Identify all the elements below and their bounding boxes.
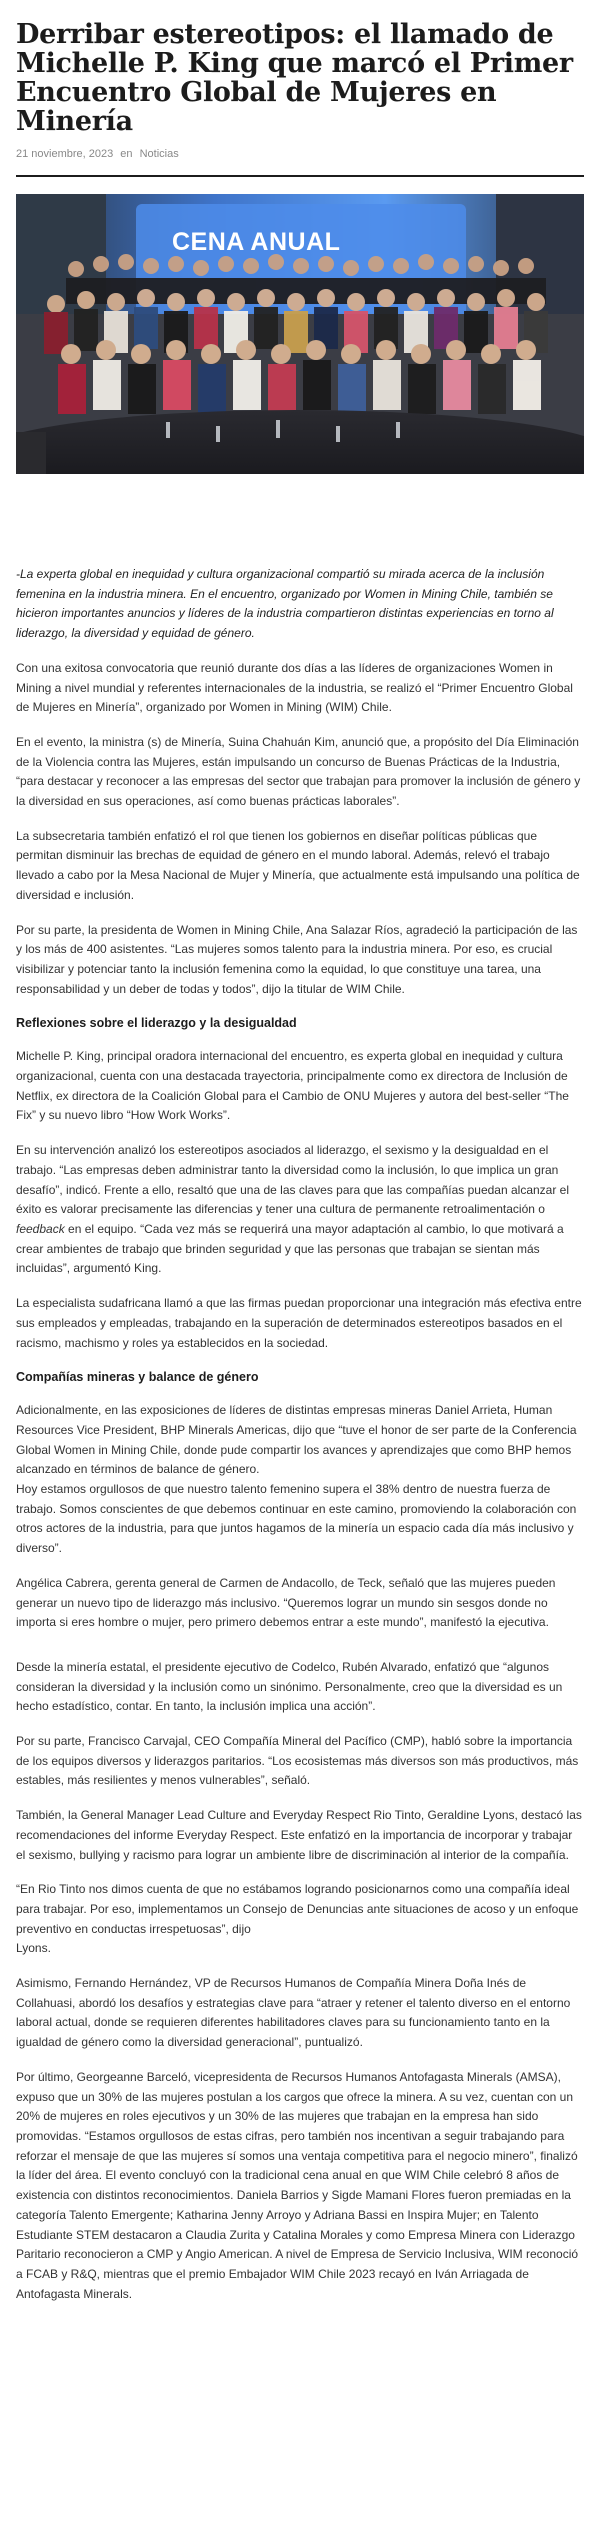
paragraph-5: Michelle P. King, principal oradora internacional del encuentro, es experta global en inequidad y cultura organizacional, cuenta con una destacada trayectoria, principalmente como ex directora de Inclusión de Netflix, ex directora de la Coalición Global para el Cambio de ONU Mujeres y autora del best-seller “The Fix” y su nuevo libro “How Work Works”. xyxy=(16,1049,569,1123)
paragraph-3: La subsecretaria también enfatizó el rol que tienen los gobiernos en diseñar políticas públicas que permitan disminuir las brechas de equidad de género en el mundo laboral. Además, relevó el trabajo llevado a cabo por la Mesa Nacional de Mujer y Minería, que actualmente está impulsando una política de diversidad e inclusión. xyxy=(16,828,580,902)
paragraph-13-part-a: “En Rio Tinto nos dimos cuenta de que no estábamos logrando posicionarnos como una compañía ideal para trabajar. Por eso, implementamos un Consejo de Denuncias ante situaciones de acoso y un enfoque preventivo en conductas irrespetuosas”, dijo xyxy=(16,1882,579,1936)
meta-in-label: en xyxy=(120,148,133,160)
paragraph-7: La especialista sudafricana llamó a que las firmas puedan proporcionar una integración más efectiva entre sus empleados y empleadas, trabajando en la superación de determinados estereotipos basados en el racismo, machismo y roles ya establecidos en la sociedad. xyxy=(16,1296,582,1350)
paragraph-2: En el evento, la ministra (s) de Minería, Suina Chahuán Kim, anunció que, a propósito del Día Eliminación de la Violencia contra las Mujeres, están impulsando un concurso de Buenas Prácticas de la Industria, “para destacar y reconocer a las empresas del sector que trabajan para promover la inclusión de género y la diversidad en sus operaciones, así como buenas prácticas laborales”. xyxy=(16,734,581,809)
paragraph-6-part-b: en el equipo. “Cada vez más se requerirá una mayor adaptación al cambio, lo que motivará a crear ambientes de trabajo que brinden seguridad y que las personas que trabajan se sientan más incluidas”, argumentó King. xyxy=(16,1221,564,1276)
paragraph-12: También, la General Manager Lead Culture and Everyday Respect Rio Tinto, Geraldine Lyons, destacó las recomendaciones del informe Everyday Respect. Este enfatizó en la importancia de incorporar y trabajar el sexismo, bullying y racismo para lograr un ambiente libre de discriminación al interior de la compañía. xyxy=(16,1808,582,1862)
paragraph-8-part-a: Adicionalmente, en las exposiciones de líderes de distintas empresas mineras Daniel Arrieta, Human Resources Vice President, BHP Minerals Americas, dijo que “tuve el honor de ser parte de la Conferencia Global Women in Mining Chile, donde pude compartir los avances y aprendizajes que como BHP hemos alcanzado en términos de balance de género. xyxy=(16,1403,577,1477)
subheading-mining-companies: Compañías mineras y balance de género xyxy=(16,1370,259,1385)
paragraph-6-part-a: En su intervención analizó los estereotipos asociados al liderazgo, el sexismo y la desigualdad en el trabajo. “Las empresas deben administrar tanto la diversidad como la inclusión, lo que implica un gran desafío”, indicó. Frente a ello, resaltó que una de las claves para que las compañías puedan alcanzar el éxito es valorar precisamente las diferencias y tener una cultura de permanente retroalimentación o xyxy=(16,1143,570,1217)
category-link[interactable]: Noticias xyxy=(139,148,179,160)
paragraph-13-part-b: Lyons. xyxy=(16,1941,51,1956)
title-divider xyxy=(16,175,584,177)
hero-banner-text: CENA ANUAL xyxy=(172,228,341,256)
paragraph-10: Desde la minería estatal, el presidente ejecutivo de Codelco, Rubén Alvarado, enfatizó que “algunos consideran la diversidad y la inclusión como un sinónimo. Personalmente, creo que la diversidad es un hecho estadístico, contar. En tanto, la inclusión implica una acción”. xyxy=(16,1659,563,1714)
subheading-leadership: Reflexiones sobre el liderazgo y la desigualdad xyxy=(16,1016,297,1031)
hero-image xyxy=(16,194,584,474)
paragraph-1: Con una exitosa convocatoria que reunió durante dos días a las líderes de organizaciones Women in Mining a nivel mundial y referentes internacionales de la industria, se realizó el “Primer Encuentro Global de Mujeres en Minería”, organizado por Women in Mining (WIM) Chile. xyxy=(16,660,573,715)
article-title: Derribar estereotipos: el llamado de Michelle P. King que marcó el Primer Encuentro Global de Mujeres en Minería xyxy=(16,19,573,137)
paragraph-14: Asimismo, Fernando Hernández, VP de Recursos Humanos de Compañía Minera Doña Inés de Collahuasi, abordó los desafíos y estrategias clave para “atraer y retener el talento diverso en el entorno laboral actual, donde se requieren diferentes habilitadores claves para su funcionamiento tanto en la igualdad de género como la diversidad generacional”, puntualizó. xyxy=(16,1976,571,2050)
paragraph-6 xyxy=(16,1141,584,1279)
paragraph-4: Por su parte, la presidenta de Women in Mining Chile, Ana Salazar Ríos, agradeció la participación de las y los más de 400 asistentes. “Las mujeres somos talento para la industria minera. Por eso, es crucial visibilizar y potenciar tanto la inclusión femenina como la equidad, lo que constituye una tarea, una responsabilidad y un deber de todas y todos”, dijo la titular de WIM Chile. xyxy=(16,922,578,996)
article-lead: -La experta global en inequidad y cultura organizacional compartió su mirada acerca de la inclusión femenina en la industria minera. En el encuentro, organizado por Women in Mining Chile, también se hicieron importantes anuncios y líderes de la industria compartieron distintas experiencias en torno al liderazgo, la diversidad y equidad de género. xyxy=(16,567,554,641)
paragraph-13 xyxy=(16,1880,584,1959)
paragraph-11: Por su parte, Francisco Carvajal, CEO Compañía Mineral del Pacífico (CMP), habló sobre la importancia de los equipos diversos y liderazgos paritarios. “Los ecosistemas más diversos son más productivos, más estables, más resilientes y menos vulnerables”, señaló. xyxy=(16,1734,579,1788)
paragraph-8 xyxy=(16,1401,584,1559)
paragraph-15: Por último, Georgeanne Barceló, vicepresidenta de Recursos Humanos Antofagasta Minerals (AMSA), expuso que un 30% de las mujeres postulan a los cargos que ofrece la minera. A su vez, cuentan con un 20% de mujeres en roles ejecutivos y un 30% de las mujeres que trabajan en la empresa han sido promovidas. “Estamos orgullosos de estas cifras, pero también nos incentivan a seguir trabajando para reforzar el mensaje de que las mujeres sí somos una ventaja competitiva para el negocio minero”, finalizó la líder del área. El evento concluyó con la tradicional cena anual en que WIM Chile celebró 8 años de existencia con distintos reconocimientos. Daniela Barrios y Sigde Mamani Flores fueron premiadas en la categoría Talento Emergente; Katharina Jenny Arroyo y Adriana Bassi en Inspira Mujer; en Talento Estudiante STEM destacaron a Claudia Zurita y Catalina Morales y como Empresa Minera con Liderazgo Paritario reconocieron a CMP y Angio American. A nivel de Empresa de Servicio Inclusiva, WIM reconoció a FCAB y R&Q, mientras que el premio Embajador WIM Chile 2023 recayó en Iván Arriagada de Antofagasta Minerals. xyxy=(16,2069,579,2301)
paragraph-8-part-b: Hoy estamos orgullosos de que nuestro talento femenino supera el 38% dentro de nuestra fuerza de trabajo. Somos conscientes de que debemos continuar en este camino, promoviendo la colaboración con otros actores de la industria, para que juntos hagamos de la minería un espacio cada día más inclusivo y diverso”. xyxy=(16,1482,577,1556)
publish-date: 21 noviembre, 2023 xyxy=(16,148,114,160)
feedback-term: feedback xyxy=(16,1221,65,1236)
article-meta xyxy=(16,148,584,160)
article xyxy=(16,0,584,2319)
paragraph-9: Angélica Cabrera, gerenta general de Carmen de Andacollo, de Teck, señaló que las mujeres pueden generar un nuevo tipo de liderazgo más inclusivo. “Queremos lograr un mundo sin sesgos donde no importa si eres hombre o mujer, pero primero debemos entrar a este mundo”, manifestó la ejecutiva. xyxy=(16,1575,556,1630)
